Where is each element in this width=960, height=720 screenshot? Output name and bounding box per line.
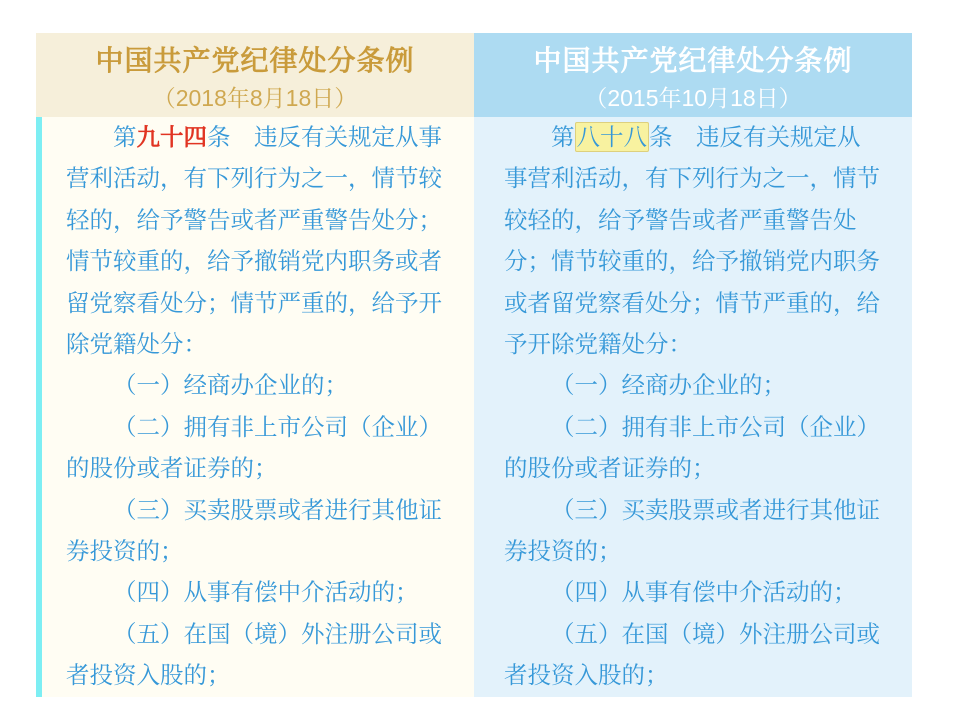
- date-2018: （2018年8月18日）: [152, 85, 358, 111]
- article-paragraph-2015: [504, 117, 882, 365]
- article-body-text: 违反有关规定从事营利活动，有下列行为之一，情节较轻的，给予警告或者严重警告处分；情节较重的，给予撤销党内职务或者留党察看处分；情节严重的，给予开除党籍处分：: [504, 124, 880, 358]
- list-item: （四）从事有偿中介活动的；: [551, 579, 857, 606]
- article-prefix: 第: [551, 124, 575, 150]
- panel-regulation-2015: [474, 33, 912, 697]
- header-2018: [36, 33, 474, 117]
- list-item: （一）经商办企业的；: [113, 372, 348, 399]
- list-item: （二）拥有非上市公司（企业）的股份或者证券的；: [504, 413, 880, 482]
- list-item: （二）拥有非上市公司（企业）的股份或者证券的；: [66, 413, 442, 482]
- article-number-highlighted: 八十八: [576, 124, 647, 150]
- body-2018: [36, 117, 474, 697]
- article-suffix: 条: [207, 124, 231, 150]
- list-item: （三）买卖股票或者进行其他证券投资的；: [504, 496, 880, 565]
- list-item: （三）买卖股票或者进行其他证券投资的；: [66, 496, 442, 565]
- list-item: （五）在国（境）外注册公司或者投资入股的；: [66, 620, 442, 689]
- panel-regulation-2018: [36, 33, 474, 697]
- title-2015: 中国共产党纪律处分条例: [533, 45, 853, 76]
- regulation-comparison: [36, 33, 912, 697]
- article-number-changed: 九十四: [136, 124, 207, 150]
- left-accent-bar: [36, 117, 42, 697]
- article-prefix: 第: [113, 124, 137, 150]
- title-2018: 中国共产党纪律处分条例: [95, 45, 415, 76]
- list-item: （五）在国（境）外注册公司或者投资入股的；: [504, 620, 880, 689]
- header-2015: [474, 33, 912, 117]
- article-suffix: 条: [649, 124, 673, 150]
- date-2015: （2015年10月18日）: [584, 85, 802, 111]
- article-paragraph-2018: [66, 117, 444, 365]
- list-item: （四）从事有偿中介活动的；: [113, 579, 419, 606]
- article-body-text: 违反有关规定从事营利活动，有下列行为之一，情节较轻的，给予警告或者严重警告处分；情节较重的，给予撤销党内职务或者留党察看处分；情节严重的，给予开除党籍处分：: [66, 124, 442, 358]
- list-item: （一）经商办企业的；: [551, 372, 786, 399]
- body-2015: [474, 117, 912, 697]
